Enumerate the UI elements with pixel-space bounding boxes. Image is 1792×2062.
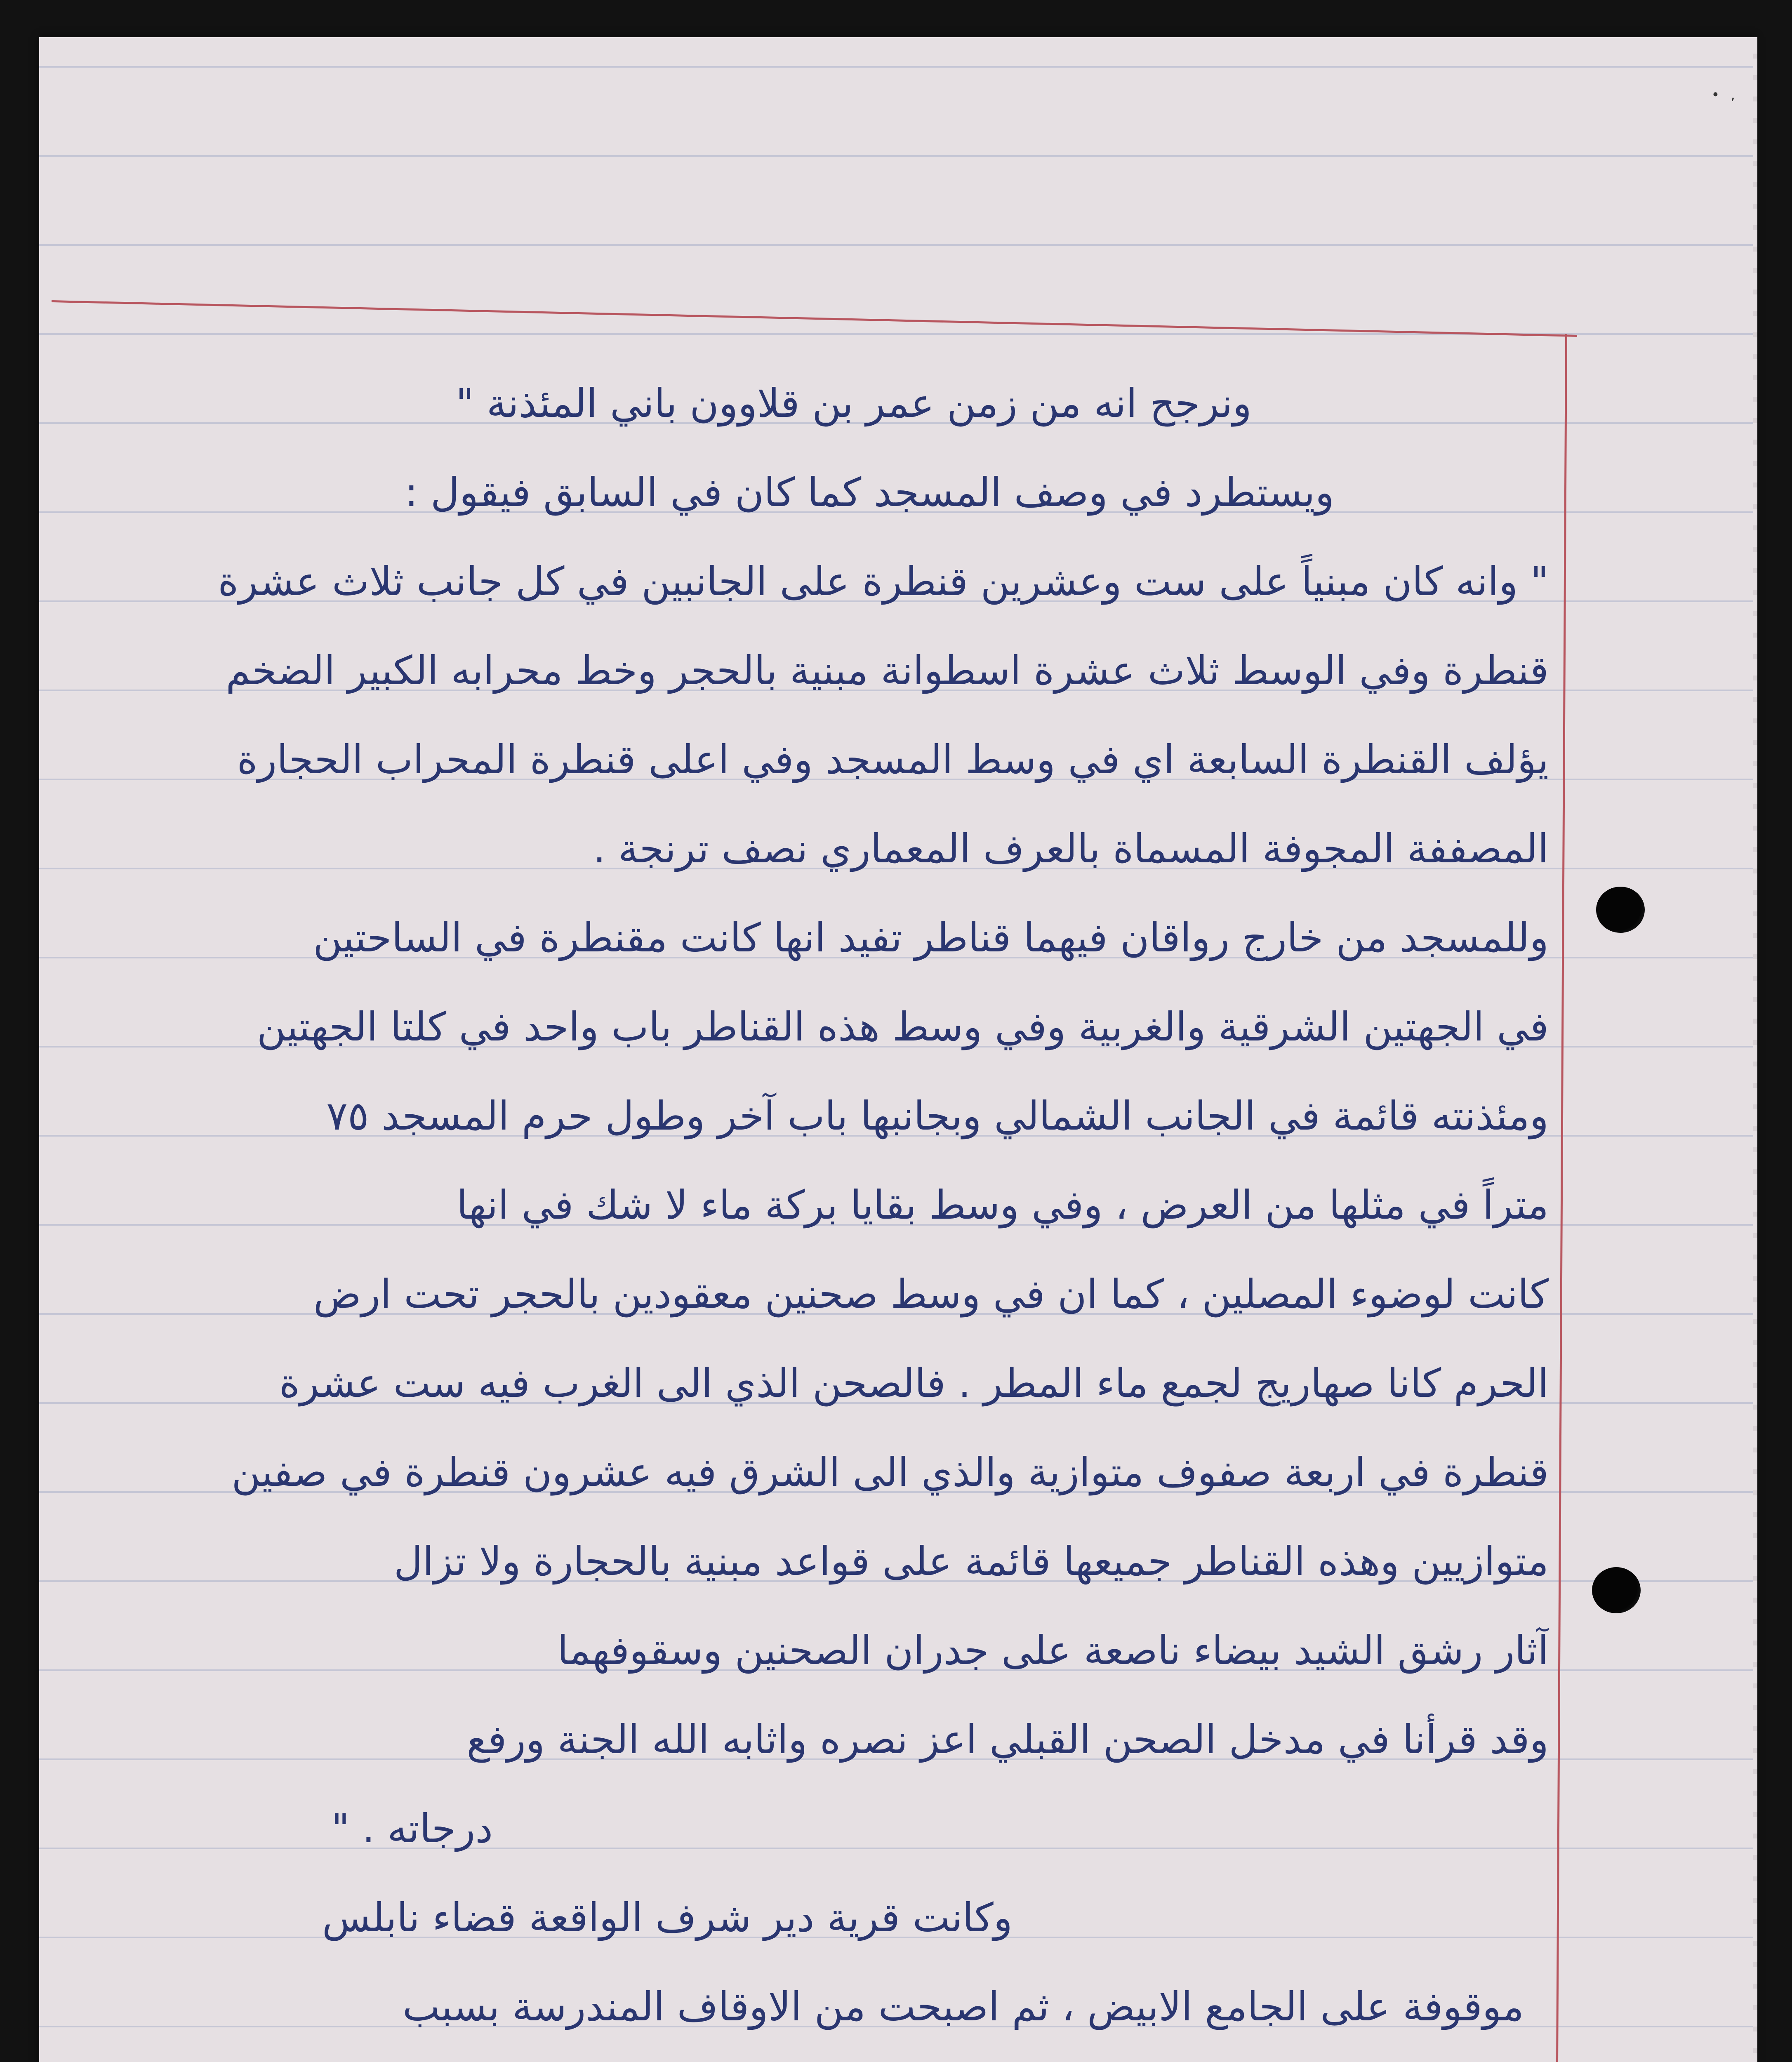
text-line: آثار رشق الشيد بيضاء ناصعة على جدران الصحنين وسقوفهما: [557, 1627, 1549, 1674]
margin-rule-right: [1554, 334, 1567, 2062]
text-line: متراً في مثلها من العرض ، وفي وسط بقايا بركة ماء لا شك في انها: [457, 1182, 1549, 1228]
text-line: في الجهتين الشرقية والغربية وفي وسط هذه القناطر باب واحد في كلتا الجهتين: [257, 1004, 1549, 1050]
text-line: متوازيين وهذه القناطر جميعها قائمة على قواعد مبنية بالحجارة ولا تزال: [393, 1538, 1549, 1584]
text-line: ونرجح انه من زمن عمر بن قلاوون باني المئذنة ": [456, 380, 1252, 426]
text-line: الحرم كانا صهاريج لجمع ماء المطر . فالصحن الذي الى الغرب فيه ست عشرة: [279, 1360, 1549, 1406]
text-line: وقد قرأنا في مدخل الصحن القبلي اعز نصره واثابه الله الجنة ورفع: [466, 1716, 1549, 1763]
text-line: ويستطرد في وصف المسجد كما كان في السابق فيقول :: [405, 469, 1334, 516]
text-line: وكانت قرية دير شرف الواقعة قضاء نابلس: [322, 1895, 1013, 1941]
lined-paper-sheet: [39, 37, 1755, 2062]
text-line: موقوفة على الجامع الابيض ، ثم اصبحت من الاوقاف المندرسة بسبب: [402, 1984, 1524, 2030]
text-line: ومئذنته قائمة في الجانب الشمالي وبجانبها باب آخر وطول حرم المسجد ٧٥: [326, 1093, 1549, 1139]
punch-hole: [1596, 887, 1645, 933]
text-line: المصففة المجوفة المسماة بالعرف المعماري نصف ترنجة .: [593, 826, 1549, 872]
text-line: " وانه كان مبنياً على ست وعشرين قنطرة على الجانبين في كل جانب ثلاث عشرة: [218, 558, 1549, 605]
text-line: كانت لوضوء المصلين ، كما ان في وسط صحنين معقودين بالحجر تحت ارض: [313, 1271, 1549, 1317]
punch-hole: [1592, 1567, 1641, 1613]
text-line: يؤلف القنطرة السابعة اي في وسط المسجد وفي اعلى قنطرة المحراب الحجارة: [237, 737, 1549, 783]
margin-rule-top: [52, 300, 1577, 337]
text-line: قنطرة وفي الوسط ثلاث عشرة اسطوانة مبنية بالحجر وخط محرابه الكبير الضخم: [226, 647, 1549, 694]
text-line: وللمسجد من خارج رواقان فيهما قناطر تفيد انها كانت مقنطرة في الساحتين: [313, 915, 1549, 961]
text-line: قنطرة في اربعة صفوف متوازية والذي الى الشرق فيه عشرون قنطرة في صفين: [231, 1449, 1549, 1495]
handwritten-text-body: [97, 359, 1549, 2062]
text-line: [97, 2051, 1549, 2062]
text-line: درجاته . ": [331, 1805, 493, 1852]
corner-marks: • ,: [1711, 87, 1738, 103]
